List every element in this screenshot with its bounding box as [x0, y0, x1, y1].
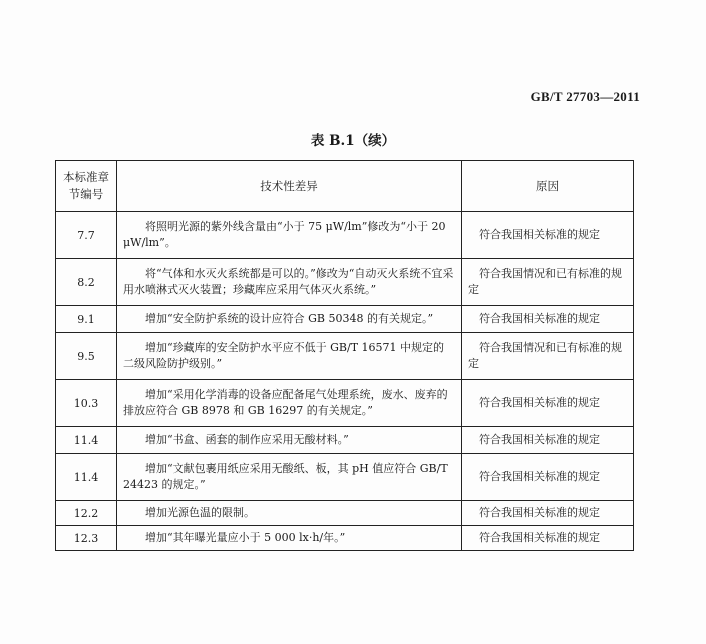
standard-number: GB/T 27703—2011 [530, 89, 640, 104]
table-header-row [56, 161, 634, 212]
reason-cell [462, 333, 634, 380]
difference-cell [117, 526, 462, 551]
column-header-section: 本标准章节编号 [56, 161, 117, 212]
reason-cell [462, 501, 634, 526]
section-cell: 12.2 [56, 501, 117, 526]
section-cell: 12.3 [56, 526, 117, 551]
table-caption: 表 B.1（续） [310, 133, 396, 149]
difference-text: 增加“其年曝光量应小于 5 000 lx·h/年。” [145, 531, 346, 544]
difference-text: 增加“珍藏库的安全防护水平应不低于 GB/T 16571 中规定的二级风险防护级别。” [123, 341, 445, 370]
section-cell: 11.4 [56, 454, 117, 501]
reason-text: 符合我国情况和已有标准的规定 [468, 267, 622, 296]
reason-text: 符合我国相关标准的规定 [479, 531, 600, 544]
difference-text: 增加“书盒、函套的制作应采用无酸材料。” [145, 433, 349, 446]
reason-cell [462, 306, 634, 333]
reason-text: 符合我国相关标准的规定 [479, 470, 600, 483]
section-cell: 8.2 [56, 259, 117, 306]
difference-text: 增加“采用化学消毒的设备应配备尾气处理系统，废水、废弃的排放应符合 GB 8978 和 GB 16297 的有关规定。” [123, 388, 448, 417]
table-row [56, 212, 634, 259]
table-row [56, 380, 634, 427]
difference-text: 增加“安全防护系统的设计应符合 GB 50348 的有关规定。” [145, 312, 434, 325]
table-row [56, 427, 634, 454]
reason-text: 符合我国情况和已有标准的规定 [468, 341, 622, 370]
difference-text: 增加“文献包裹用纸应采用无酸纸、板，其 pH 值应符合 GB/T 24423 的规定。” [123, 462, 448, 491]
section-cell: 11.4 [56, 427, 117, 454]
difference-cell [117, 333, 462, 380]
column-header-reason: 原因 [462, 161, 634, 212]
section-cell: 9.5 [56, 333, 117, 380]
section-cell: 7.7 [56, 212, 117, 259]
reason-text: 符合我国相关标准的规定 [479, 396, 600, 409]
table-row [56, 333, 634, 380]
difference-cell [117, 259, 462, 306]
difference-text: 增加光源色温的限制。 [145, 506, 255, 519]
reason-text: 符合我国相关标准的规定 [479, 312, 600, 325]
reason-cell [462, 526, 634, 551]
difference-cell [117, 306, 462, 333]
section-cell: 9.1 [56, 306, 117, 333]
difference-cell [117, 212, 462, 259]
reason-cell [462, 454, 634, 501]
reason-cell [462, 259, 634, 306]
technical-differences-table [55, 160, 634, 551]
reason-text: 符合我国相关标准的规定 [479, 433, 600, 446]
reason-cell [462, 212, 634, 259]
table-row [56, 526, 634, 551]
difference-cell [117, 380, 462, 427]
table-row [56, 454, 634, 501]
reason-cell [462, 427, 634, 454]
reason-cell [462, 380, 634, 427]
difference-text: 将照明光源的紫外线含量由“小于 75 μW/lm”修改为“小于 20 μW/lm”。 [123, 220, 446, 249]
difference-text: 将“气体和水灭火系统都是可以的。”修改为“自动灭火系统不宜采用水喷淋式灭火装置；珍藏库应采用气体灭火系统。” [123, 267, 454, 296]
column-header-difference: 技术性差异 [117, 161, 462, 212]
table-row [56, 501, 634, 526]
difference-cell [117, 427, 462, 454]
table-row [56, 259, 634, 306]
difference-cell [117, 454, 462, 501]
reason-text: 符合我国相关标准的规定 [479, 228, 600, 241]
section-cell: 10.3 [56, 380, 117, 427]
table-row [56, 306, 634, 333]
difference-cell [117, 501, 462, 526]
reason-text: 符合我国相关标准的规定 [479, 506, 600, 519]
